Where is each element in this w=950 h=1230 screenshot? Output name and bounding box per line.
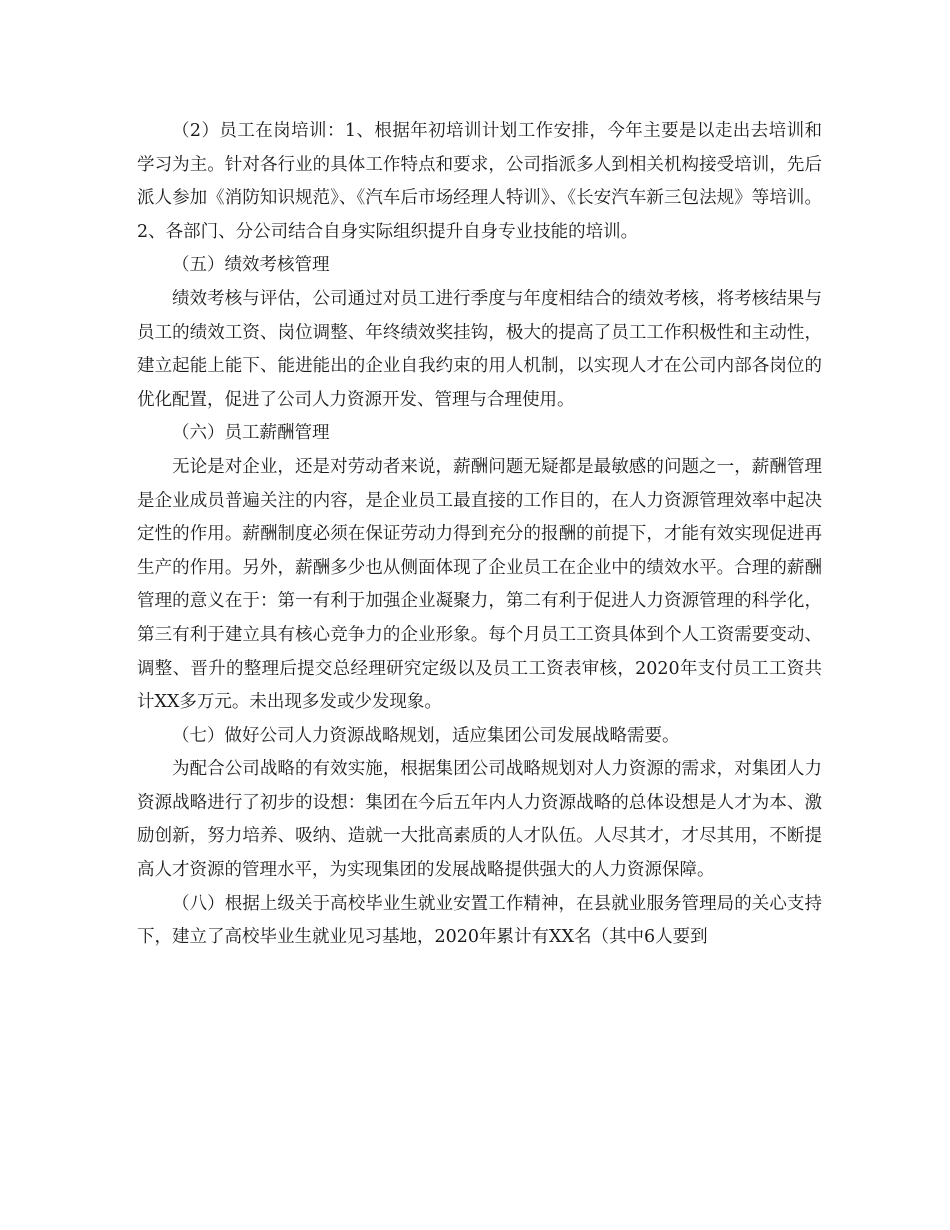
heading-hr-strategy: （七）做好公司人力资源战略规划，适应集团公司发展战略需要。: [172, 725, 680, 746]
heading-salary-management: （六）员工薪酬管理: [172, 423, 330, 444]
paragraph-onjob-training: （2）员工在岗培训：1、根据年初培训计划工作安排，今年主要是以走出去培训和学习为主。针对各行业的具体工作特点和要求，公司指派多人到相关机构接受培训，先后派人参加《消防知识规范》、《汽车后市场经理人特训》、《长安汽车新三包法规》等培训。2、各部门、分公司结合自身实际组织提升自身专业技能的培训。: [137, 121, 822, 242]
document-page: [137, 115, 822, 955]
paragraph-hr-strategy: 为配合公司战略的有效实施，根据集团公司战略规划对人力资源的需求，对集团人力资源战略进行了初步的设想：集团在今后五年内人力资源战略的总体设想是人才为本、激励创新，努力培养、吸纳、造就一大批高素质的人才队伍。人尽其才，才尽其用，不断提高人才资源的管理水平，为实现集团的发展战略提供强大的人力资源保障。: [137, 759, 822, 881]
paragraph-performance-management: 绩效考核与评估，公司通过对员工进行季度与年度相结合的绩效考核，将考核结果与员工的绩效工资、岗位调整、年终绩效奖挂钩，极大的提高了员工工作积极性和主动性，建立起能上能下、能进能出的企业自我约束的用人机制，以实现人才在公司内部各岗位的优化配置，促进了公司人力资源开发、管理与合理使用。: [137, 288, 822, 410]
heading-performance-management: （五）绩效考核管理: [172, 255, 330, 276]
paragraph-graduate-employment: （八）根据上级关于高校毕业生就业安置工作精神，在县就业服务管理局的关心支持下，建立了高校毕业生就业见习基地，2020年累计有XX名（其中6人要到: [137, 893, 822, 948]
paragraph-salary-management: 无论是对企业，还是对劳动者来说，薪酬问题无疑都是最敏感的问题之一，薪酬管理是企业成员普遍关注的内容，是企业员工最直接的工作目的，在人力资源管理效率中起决定性的作用。薪酬制度必须在保证劳动力得到充分的报酬的前提下，才能有效实现促进再生产的作用。另外，薪酬多少也从侧面体现了企业员工在企业中的绩效水平。合理的薪酬管理的意义在于：第一有利于加强企业凝聚力，第二有利于促进人力资源管理的科学化，第三有利于建立具有核心竞争力的企业形象。每个月员工工资具体到个人工资需要变动、调整、晋升的整理后提交总经理研究定级以及员工工资表审核，2020年支付员工工资共计XX多万元。未出现多发或少发现象。: [137, 456, 822, 713]
